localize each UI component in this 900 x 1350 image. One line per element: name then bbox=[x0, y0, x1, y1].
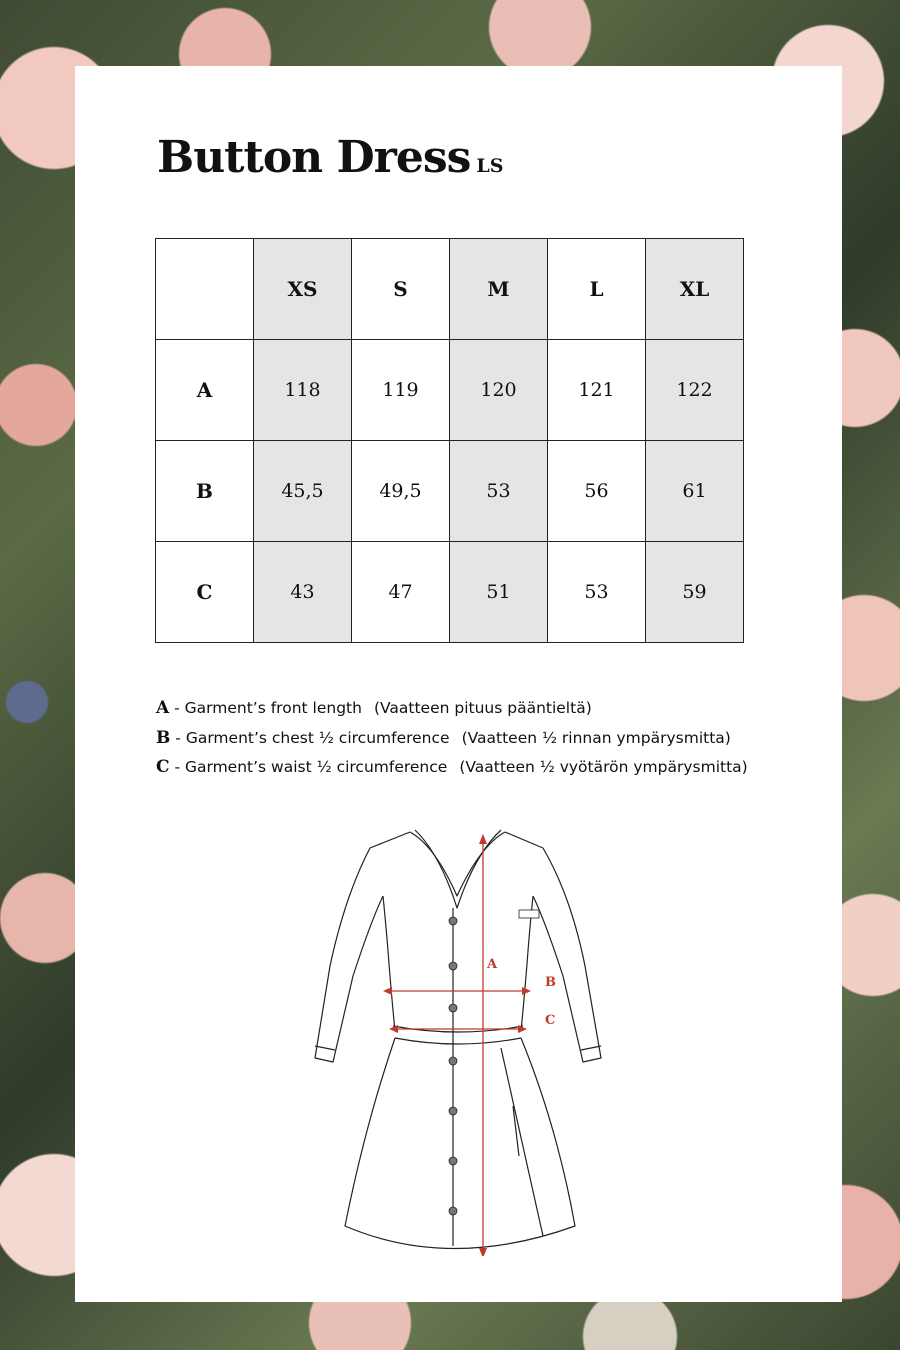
dress-diagram bbox=[275, 826, 635, 1256]
dress-skirt-outline bbox=[345, 1038, 575, 1249]
dress-neckband bbox=[415, 830, 501, 908]
product-title bbox=[157, 132, 503, 183]
dress-button-3 bbox=[449, 1004, 457, 1012]
dress-button-1 bbox=[449, 917, 457, 925]
measure-arrow-a-bottom bbox=[479, 1248, 487, 1256]
dress-left-sleeve bbox=[315, 848, 383, 1062]
dress-button-4 bbox=[449, 1057, 457, 1065]
legend-row-c bbox=[156, 757, 748, 787]
cell-b-xs: 45,5 bbox=[254, 441, 352, 542]
legend-key-b: B bbox=[156, 727, 171, 748]
cell-b-m: 53 bbox=[450, 441, 548, 542]
legend-text-b: - Garment’s chest ½ circumference bbox=[170, 728, 450, 747]
dress-right-sleeve bbox=[533, 848, 601, 1062]
cell-a-l: 121 bbox=[548, 340, 646, 441]
cell-b-l: 56 bbox=[548, 441, 646, 542]
cell-b-s: 49,5 bbox=[352, 441, 450, 542]
dress-button-6 bbox=[449, 1157, 457, 1165]
title-text: Button Dress bbox=[157, 132, 471, 183]
dress-left-cuff bbox=[315, 1046, 335, 1050]
size-header-row bbox=[156, 239, 744, 340]
dress-left-shoulder bbox=[370, 832, 410, 848]
legend-key-a: A bbox=[156, 698, 170, 718]
title-suffix: LS bbox=[476, 155, 504, 177]
diagram-label-c: C bbox=[545, 1013, 556, 1028]
legend-key-c: C bbox=[156, 757, 170, 777]
dress-button-2 bbox=[449, 962, 457, 970]
size-header-l: L bbox=[548, 239, 646, 340]
measure-arrow-a-top bbox=[479, 834, 487, 844]
size-header-m: M bbox=[450, 239, 548, 340]
size-table bbox=[155, 238, 744, 643]
cell-a-xs: 118 bbox=[254, 340, 352, 441]
measurement-legend bbox=[156, 698, 748, 787]
legend-text-c: - Garment’s waist ½ circumference bbox=[169, 758, 448, 776]
legend-fi-b: (Vaatteen ½ rinnan ympärysmitta) bbox=[461, 728, 731, 747]
cell-c-s: 47 bbox=[352, 542, 450, 643]
size-header-xl: XL bbox=[646, 239, 744, 340]
size-chart-card bbox=[75, 66, 842, 1302]
size-header-s: S bbox=[352, 239, 450, 340]
legend-row-a bbox=[156, 698, 748, 728]
cell-c-xs: 43 bbox=[254, 542, 352, 643]
cell-a-m: 120 bbox=[450, 340, 548, 441]
row-label-c: C bbox=[156, 542, 254, 643]
legend-fi-c: (Vaatteen ½ vyötärön ympärysmitta) bbox=[459, 758, 748, 776]
legend-text-a: - Garment’s front length bbox=[169, 699, 362, 717]
cell-a-s: 119 bbox=[352, 340, 450, 441]
legend-fi-a: (Vaatteen pituus pääntieltä) bbox=[373, 699, 592, 717]
row-label-a: A bbox=[156, 340, 254, 441]
table-row-a bbox=[156, 340, 744, 441]
size-header-xs: XS bbox=[254, 239, 352, 340]
table-row-c bbox=[156, 542, 744, 643]
dress-bodice-left bbox=[383, 896, 395, 1031]
cell-a-xl: 122 bbox=[646, 340, 744, 441]
cell-c-m: 51 bbox=[450, 542, 548, 643]
dress-right-shoulder bbox=[505, 832, 543, 848]
legend-row-b bbox=[156, 728, 748, 758]
measure-arrow-b-left bbox=[383, 987, 392, 995]
measure-arrow-b-right bbox=[522, 987, 531, 995]
neck-label-icon bbox=[519, 910, 539, 918]
row-label-b: B bbox=[156, 441, 254, 542]
diagram-label-b: B bbox=[545, 975, 556, 990]
dress-skirt-seam bbox=[501, 1048, 543, 1236]
diagram-label-a: A bbox=[487, 957, 498, 972]
cell-b-xl: 61 bbox=[646, 441, 744, 542]
cell-c-xl: 59 bbox=[646, 542, 744, 643]
table-row-b bbox=[156, 441, 744, 542]
dress-button-7 bbox=[449, 1207, 457, 1215]
dress-waist-seam-lower bbox=[395, 1038, 521, 1044]
cell-c-l: 53 bbox=[548, 542, 646, 643]
dress-right-cuff bbox=[581, 1046, 601, 1050]
dress-button-5 bbox=[449, 1107, 457, 1115]
corner-cell bbox=[156, 239, 254, 340]
